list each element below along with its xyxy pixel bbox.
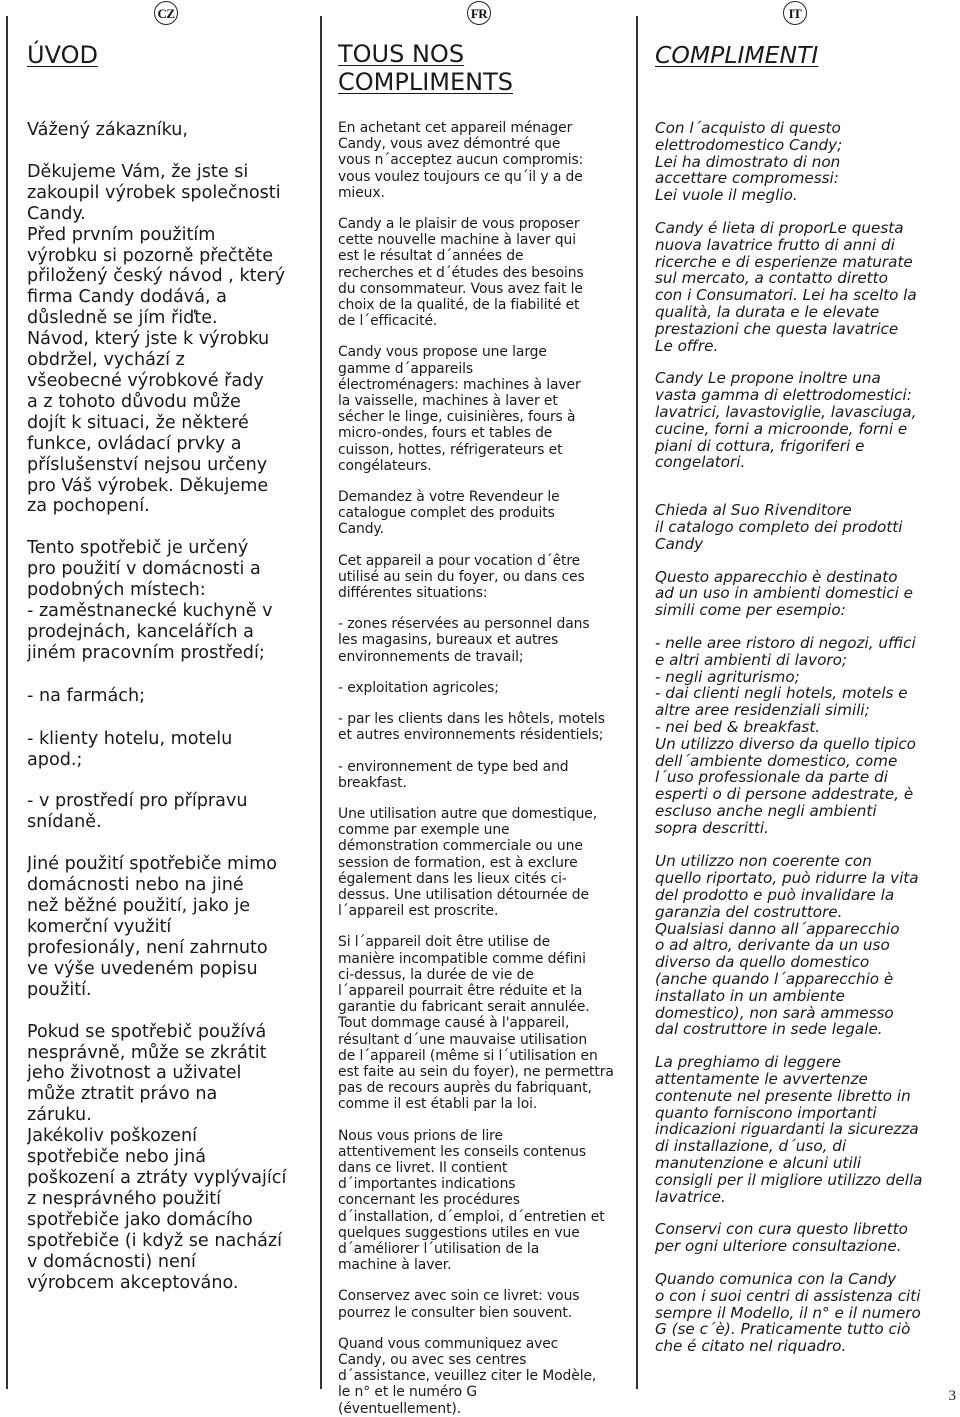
czech-paragraph: Děkujeme Vám, že jste si zakoupil výrobek společnosti Candy. Před prvním použitím výrobku si pozorně přečtěte přiložený český návod , který firma Candy dodává, a důsledně se jím řiďte. Návod, který jste k výrobku obdržel, vychází z všeobecné výrobkové řady a z tohoto důvodu může dojít k situaci, že některé funkce, ovládací prvky a příslušenství nejsou určeny pro Váš výrobek. Děkujeme za pochopení.: [27, 161, 285, 517]
italian-paragraph: Quando comunica con la Candy o con i suoi centri di assistenza citi sempre il Modello, il n° e il numero G (se c´è). Praticamente tutto ciò che é citato nel riquadro.: [655, 1270, 921, 1355]
language-badge-it: IT: [783, 1, 807, 25]
italian-column: [655, 40, 940, 1355]
french-paragraph: Une utilisation autre que domestique, comme par exemple une démonstration commerciale ou une session de formation, est à exclure également dans les lieux cités ci- dessus. Une utilisation détournée de l´appareil est proscrite.: [338, 805, 598, 920]
column-divider-left: [6, 16, 8, 1389]
czech-heading: ÚVOD: [27, 41, 98, 69]
czech-paragraph: Pokud se spotřebič používá nesprávně, může se zkrátit jeho životnost a uživatel může ztratit právo na záruku. Jakékoliv poškození spotřebiče nebo jiná poškození a ztráty vyplývající z nesprávného použití spotřebiče jako domácího spotřebiče (i když se nachází v domácnosti) není výrobcem akceptováno.: [27, 1021, 287, 1293]
french-paragraph: Cet appareil a pour vocation d´être utilisé au sein du foyer, ou dans ces différentes situations:: [338, 552, 585, 602]
french-paragraph: Quand vous communiquez avec Candy, ou avec ses centres d´assistance, veuillez citer le Modèle, le n° et le numéro G (éventuellement).: [338, 1335, 597, 1417]
czech-paragraph: Tento spotřebič je určený pro použití v domácnosti a podobných místech: - zaměstnanecké kuchyně v prodejnách, kancelářích a jiném pracovním prostředí;: [27, 538, 273, 663]
french-paragraph: Candy vous propose une large gamme d´appareils électroménagers: machines à laver la vaisselle, machines à laver et sécher le linge, cuisinières, fours à micro-ondes, fours et tables de cuisson, hottes, réfrigerateurs et congélateurs.: [338, 344, 581, 474]
language-badge-fr: FR: [467, 1, 491, 25]
french-paragraph: Demandez à votre Revendeur le catalogue complet des produits Candy.: [338, 489, 560, 538]
french-paragraph: - par les clients dans les hôtels, motels et autres environnements résidentiels;: [338, 711, 605, 744]
czech-paragraph: Jiné použití spotřebiče mimo domácnosti nebo na jiné než běžné použití, jako je komerční využití profesionály, není zahrnuto ve výše uvedeném popisu použití.: [27, 854, 277, 1000]
italian-paragraph: La preghiamo di leggere attentamente le avvertenze contenute nel presente libretto in quanto forniscono importanti indicazioni riguardanti la sicurezza di installazione, d´uso, di manutenzione e alcuni utili consigli per il migliore utilizzo della lavatrice.: [655, 1053, 923, 1206]
italian-heading: COMPLIMENTI: [655, 41, 819, 69]
italian-paragraph: Conservi con cura questo libretto per ogni ulteriore consultazione.: [655, 1220, 908, 1256]
italian-paragraph: - nelle aree ristoro di negozi, uffici e altri ambienti di lavoro; - negli agriturismo; - dai clienti negli hotels, motels e altre aree residenziali simili; - nei bed & breakfast. Un utilizzo diverso da quello tipico dell´ambiente domestico, come l´uso professionale da parte di esperti o di persone addestrate, è escluso anche negli ambienti sopra descritti.: [655, 633, 916, 837]
french-paragraph: Candy a le plaisir de vous proposer cette nouvelle machine à laver qui est le résultat d´années de recherches et d´études des besoins du consommateur. Vous avez fait le choix de la qualité, de la fiabilité et de l´efficacité.: [338, 216, 584, 330]
french-paragraph: - zones réservées au personnel dans les magasins, bureaux et autres environnements de travail;: [338, 616, 590, 665]
french-paragraph: - exploitation agricoles;: [338, 679, 499, 696]
french-column: [338, 40, 628, 1417]
italian-paragraph: Candy Le propone inoltre una vasta gamma di elettrodomestici: lavatrici, lavastoviglie, lavasciuga, cucine, forni a microonde, forni e piani di cottura, frigoriferi e congelatori.: [655, 369, 917, 472]
french-paragraph: Si l´appareil doit être utilise de manière incompatible comme défini ci-dessus, la durée de vie de l´appareil pourrait être réduite et la garantie du fabricant serait annulée. Tout dommage causé à l'appareil, résultant d´une mauvaise utilisation de l´appareil (même si l´utilisation en est faite au sein du foyer), ne permettra pas de recours auprès du fabriquant, comme il est établi par la loi.: [338, 934, 614, 1113]
french-heading: TOUS NOS COMPLIMENTS: [338, 40, 513, 96]
italian-paragraph: Chieda al Suo Rivenditore il catalogo completo dei prodotti Candy: [655, 501, 903, 553]
language-badge-cz: CZ: [154, 1, 178, 25]
french-paragraph: En achetant cet appareil ménager Candy, vous avez démontré que vous n´acceptez aucun compromis: vous voulez toujours ce qu´il y a de mieux.: [338, 120, 584, 201]
czech-column: [27, 40, 312, 1293]
french-paragraph: Conservez avec soin ce livret: vous pourrez le consulter bien souvent.: [338, 1288, 580, 1321]
column-divider-center-right: [636, 16, 638, 1389]
italian-paragraph: Un utilizzo non coerente con quello riportato, può ridurre la vita del prodotto e può invalidare la garanzia del costruttore. Qualsiasi danno all´apparecchio o ad altro, derivante da un uso diverso da quello domestico (anche quando l´apparecchio è installato in un ambiente domestico), non sarà ammesso dal costruttore in sede legale.: [655, 852, 919, 1039]
czech-paragraph: - klienty hotelu, motelu apod.;: [27, 728, 233, 770]
italian-paragraph: Questo apparecchio è destinato ad un uso in ambienti domestici e simili come per esempio:: [655, 567, 914, 620]
french-paragraph: Nous vous prions de lire attentivement les conseils contenus dans ce livret. Il contient d´importantes indications concernant les procédures d´installation, d´emploi, d´entretien et quelques suggestions utiles en vue d´améliorer l´utilisation de la machine à laver.: [338, 1127, 605, 1274]
czech-paragraph: - v prostředí pro přípravu snídaně.: [27, 791, 248, 833]
page-number: 3: [948, 1388, 956, 1404]
czech-paragraph: Vážený zákazníku,: [27, 120, 189, 140]
french-paragraph: - environnement de type bed and breakfast.: [338, 758, 569, 791]
italian-paragraph: Candy é lieta di proporLe questa nuova lavatrice frutto di anni di ricerche e di esperienze maturate sul mercato, a contatto diretto con i Consumatori. Lei ha scelto la qualità, la durata e le elevate prestazioni che questa lavatrice Le offre.: [655, 218, 917, 355]
italian-paragraph: Con l´acquisto di questo elettrodomestico Candy; Lei ha dimostrato di non accettare compromessi: Lei vuole il meglio.: [655, 119, 843, 205]
column-divider-center-left: [320, 16, 322, 1389]
czech-paragraph: - na farmách;: [27, 685, 146, 706]
